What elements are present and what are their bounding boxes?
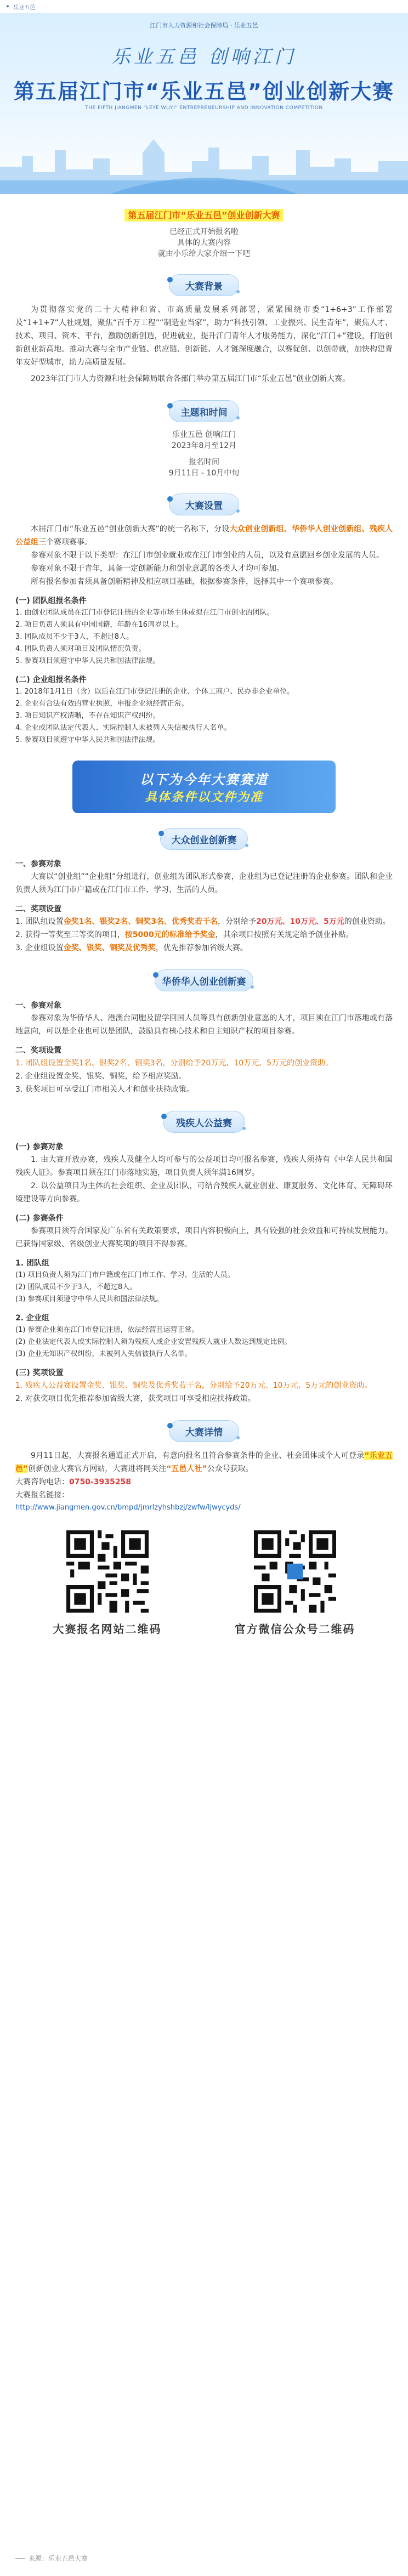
event-date: 2023年8月至12月 <box>171 441 237 450</box>
group2-title: (二) 企业组报名条件 <box>15 676 87 684</box>
intro-line: 具体的大赛内容 <box>177 239 231 247</box>
overseas-participant-label: 一、参赛对象 <box>15 1001 61 1010</box>
disabled-participant-label: (一) 参赛对象 <box>15 1143 64 1151</box>
setting-paragraph: 本届江门市“乐业五邑”创业创新大赛”的统一名称下，分设大众创业创新组、华侨华人创业创新组、残疾人公益组三个赛项赛事。 <box>15 525 393 547</box>
intro-line: 已经正式开始报名啦 <box>169 228 239 236</box>
reg-time: 9月11日 - 10月中旬 <box>168 469 240 478</box>
banner-line-1: 以下为今年大赛赛道 <box>140 772 268 787</box>
intro-highlight: 第五届江门市“乐业五邑”创业创新大赛 <box>0 208 408 221</box>
list-item: 5. 参赛项目须遵守中华人民共和国法律法规。 <box>15 657 160 665</box>
setting-paragraph-2: 参赛对象不限于以下类型：在江门市创业就业或在江门市创业的人员，以及有意愿回乡创业发展的人员。 <box>31 551 384 560</box>
disabled-award-2: 2. 对获奖项目优先推荐参加省级大赛，获奖项目可享受相应扶持政策。 <box>15 1394 256 1403</box>
hero-subtitle: THE FIFTH JIANGMEN "LEYE WUYI" ENTREPRENEURSHIP AND INNOVATION COMPETITION <box>85 105 323 111</box>
mass-award-2: 2. 获得一等奖至三等奖的项目，按5000元的标准给予奖金，其余项目按照有关规定给予创业补贴。 <box>15 930 354 939</box>
list-item: (3) 参赛项目须遵守中华人民共和国法律法规。 <box>15 1295 163 1303</box>
list-item: (1) 参赛企业须在江门市登记注册，依法经营且运营正常。 <box>15 1326 199 1334</box>
overseas-award-1: 1. 团队组设置金奖1名、银奖2名、铜奖3名，分别给予20万元、10万元、5万元的创业资助。 <box>15 1059 333 1068</box>
mass-award-3: 3. 企业组设置金奖、银奖、铜奖及优秀奖，优先推荐参加省级大赛。 <box>15 944 248 952</box>
group2-list <box>0 686 408 746</box>
background-paragraph-2: 2023年江门市人力资源和社会保障局联合各部门举办第五届江门市“乐业五邑”创业创新大赛。 <box>31 375 350 383</box>
section-heading-background: 大赛背景 <box>0 273 408 298</box>
qr-code-icon[interactable] <box>254 1530 336 1613</box>
list-item: 2. 企业有合法有效的营业执照，申报企业须经营正常。 <box>15 700 189 708</box>
qr-code-icon[interactable] <box>66 1530 149 1613</box>
mass-award-label: 二、奖项设置 <box>15 905 61 913</box>
background-paragraph: 为贯彻落实党的二十大精神和省、市高质量发展系列部署，紧紧围绕市委“1+6+3”工作部署及“1+1+7”人社规划，聚焦“百千万工程”“制造业当家”，助力“科技引领、工业振兴、民生青年”，聚焦人才、技术、项目、资本、平台，激励创新创造，促进就业，提升江门青年人才服务能力，深化“江门+”建设，打造创新创业新高地。推动大赛与全市产业链、供应链、创新链、人才链深度融合，以赛促创、以创带就，加快构建青年友好型城市，助力高质量发展。 <box>15 305 393 367</box>
disabled-award-1: 1. 残疾人公益赛设置金奖、银奖、铜奖及优秀奖若干名，分别给予20万元、10万元、5万元的创业资助。 <box>15 1381 372 1390</box>
hero-logos: 江门市人力资源和社会保障局 · 乐业五邑 <box>150 22 258 29</box>
details-phone: 大赛咨询电话：0750-3935258 <box>15 1478 131 1486</box>
overseas-award-label: 二、奖项设置 <box>15 1046 61 1055</box>
hero-title: 第五届江门市“乐业五邑”创业创新大赛 <box>14 80 394 104</box>
section-heading-mass: 大众创业创新赛 <box>0 826 408 852</box>
mass-participant-text: 大赛以“创业组”“企业组”分组进行，创业组为团队形式参赛，企业组为已登记注册的企业参赛。团队和企业负责人须为江门市户籍或在江门市工作、学习、生活的人员。 <box>15 872 393 894</box>
hero-brush-title: 乐业五邑 创响江门 <box>111 46 297 68</box>
footer-source <box>15 2554 88 2563</box>
registration-link[interactable]: http://www.jiangmen.gov.cn/bmpd/jmrlzyhshbzj/zwfw/ljwycyds/ <box>15 1503 241 1512</box>
brand-icon: ✦ <box>5 3 10 10</box>
qr-caption-wechat: 官方微信公众号二维码 <box>234 1622 355 1636</box>
overseas-award-2: 2. 企业组设置金奖、银奖、铜奖，给予相应奖励。 <box>15 1072 186 1081</box>
reg-label: 报名时间 <box>189 458 219 467</box>
disabled-team-label: 1. 团队组 <box>15 1259 49 1268</box>
mass-award-1: 1. 团队组设置金奖1名、银奖2名、铜奖3名、优秀奖若干名，分别给予20万元、10万元、5万元的创业资助。 <box>15 917 390 926</box>
section-heading-details: 大赛详情 <box>0 1418 408 1444</box>
list-item: 4. 团队负责人须对项目及团队情况负责。 <box>15 645 146 653</box>
list-item: 5. 参赛项目须遵守中华人民共和国法律法规。 <box>15 736 160 744</box>
overseas-award-3: 3. 获奖项目可享受江门市相关人才和创业扶持政策。 <box>15 1085 194 1094</box>
qr-card-website <box>53 1530 162 1636</box>
disabled-company-label: 2. 企业组 <box>15 1314 49 1323</box>
disabled-company-list <box>0 1324 408 1360</box>
disabled-participant-text: 1. 由大赛开放办赛，残疾人及健全人均可参与的公益项目均可报名参赛，残疾人须持有《中华人民共和国残疾人证》。参赛项目须在江门市落地实施，项目负责人须年满16周岁。 <box>15 1155 393 1177</box>
list-item: 4. 企业或团队法定代表人、实际控制人未被列入失信被执行人名单。 <box>15 724 231 732</box>
disabled-team-list <box>0 1269 408 1306</box>
list-item: 1. 2018年1月1日（含）以后在江门市登记注册的企业、个体工商户、民办非企业单位。 <box>15 688 294 696</box>
list-item: (2) 企业法定代表人或实际控制人须为残疾人或企业安置残疾人就业人数达到规定比例。 <box>15 1338 292 1346</box>
setting-paragraph-3: 参赛对象不限于青年，具备一定创新能力和创业意愿的各类人才均可参加。 <box>31 564 284 573</box>
list-item: (2) 团队成员不少于3人，不超过8人。 <box>15 1283 137 1291</box>
list-item: 1. 由创业团队成员在江门市登记注册的企业等市场主体或拟在江门市创业的团队。 <box>15 609 274 617</box>
section-heading-host: 主题和时间 <box>0 399 408 424</box>
qr-card-wechat <box>235 1530 355 1636</box>
group1-list <box>0 607 408 667</box>
source-text: 来源：乐业五邑大赛 <box>29 2555 88 2562</box>
intro-line: 就由小乐给大家介绍一下吧 <box>158 249 250 258</box>
disabled-conditions-label: (二) 参赛条件 <box>15 1214 64 1223</box>
hero-banner <box>0 13 408 194</box>
setting-paragraph-4: 所有报名参加者须具备创新精神及相应项目基础，根据参赛条件，选择其中一个赛项参赛。 <box>31 577 338 586</box>
disabled-award-label: (三) 奖项设置 <box>15 1369 64 1377</box>
intro-lines <box>0 226 408 259</box>
list-item: 2. 项目负责人须具有中国国籍，年龄在16周岁以上。 <box>15 621 184 629</box>
theme-label: 乐业五邑 创响江门 <box>172 430 236 439</box>
group1-title: (一) 团队组报名条件 <box>15 597 87 605</box>
list-item: (1) 项目负责人须为江门市户籍或在江门市工作、学习、生活的人员。 <box>15 1271 235 1279</box>
qr-row <box>0 1530 408 1636</box>
disabled-conditions-text: 参赛项目须符合国家及广东省有关政策要求，项目内容积极向上，具有较强的社会效益和可持续发展能力。已获得国家级、省级创业大赛奖项的项目不得参赛。 <box>15 1227 393 1249</box>
section-heading-disabled: 残疾人公益赛 <box>0 1109 408 1134</box>
track-banner <box>72 761 336 813</box>
divider <box>15 2558 25 2559</box>
list-item: 3. 项目知识产权清晰，不存在知识产权纠纷。 <box>15 712 160 720</box>
list-item: 3. 团队成员不少于3人，不超过8人。 <box>15 633 134 641</box>
banner-line-2: 具体条件以文件为准 <box>144 791 263 804</box>
details-site-label: 大赛报名链接： <box>15 1491 69 1500</box>
qr-caption-website: 大赛报名网站二维码 <box>53 1622 162 1636</box>
host-info <box>0 429 408 479</box>
overseas-participant-text: 参赛对象为华侨华人、港澳台同胞及留学回国人员等具有创新创业意愿的人才，项目须在江门市落地或有落地意向，可以是企业也可以是团队，鼓励具有核心技术和自主知识产权的项目参赛。 <box>15 1014 393 1036</box>
disabled-participant-text-2: 2. 以公益项目为主体的社会组织、企业及团队，可结合残疾人就业创业、康复服务、文化体育、无障碍环境建设等方向参赛。 <box>15 1182 393 1204</box>
list-item: (3) 企业无知识产权纠纷，未被列入失信被执行人名单。 <box>15 1350 192 1358</box>
mass-participant-label: 一、参赛对象 <box>15 860 61 869</box>
top-bar <box>0 0 408 13</box>
section-heading-setting: 大赛设置 <box>0 492 408 517</box>
section-heading-overseas: 华侨华人创业创新赛 <box>0 968 408 993</box>
city-skyline-illustration <box>0 128 408 194</box>
details-paragraph: 9月11日起，大赛报名通道正式开启，有意向报名且符合参赛条件的企业、社会团体或个人可登录“乐业五邑”创新创业大赛官方网站，大赛进将同关注“五邑人社”公众号获取。 <box>15 1451 393 1473</box>
org-name: 乐业五邑 <box>13 4 36 11</box>
